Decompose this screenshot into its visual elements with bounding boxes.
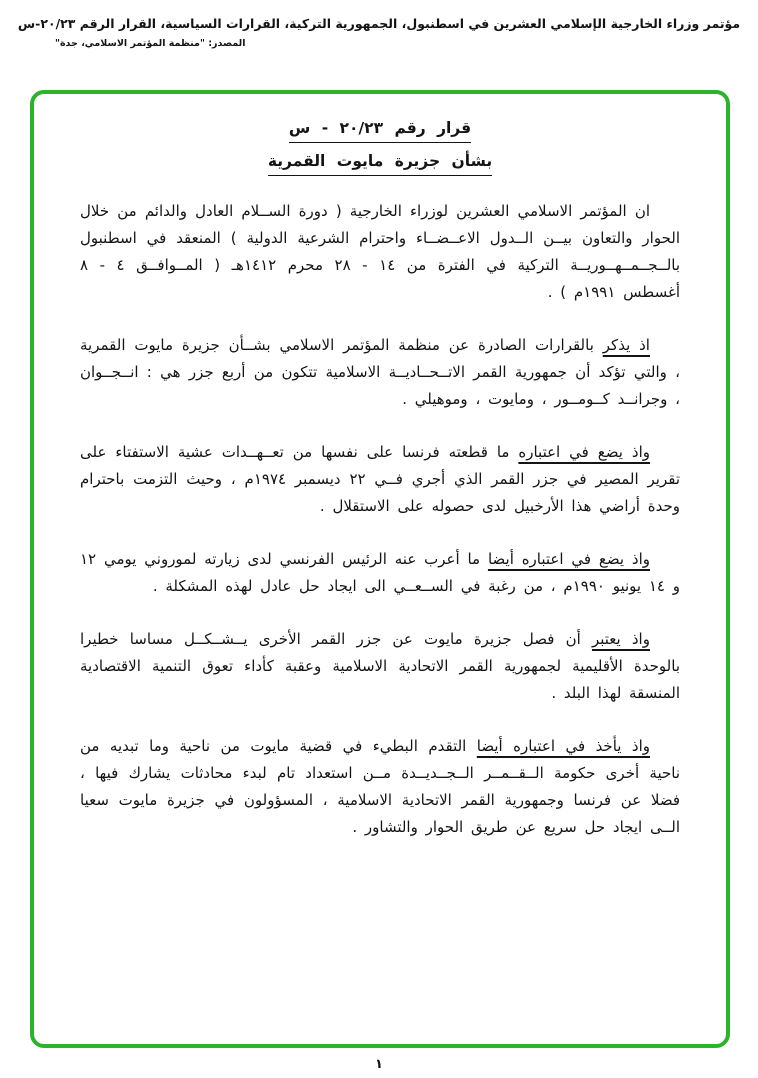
resolution-subject: بشأن جزيرة مايوت القمرية — [268, 152, 492, 176]
paragraph-taking-note — [80, 733, 680, 841]
paragraph-lead: واذ يضع في اعتباره — [518, 443, 650, 461]
paragraph-recalling — [80, 332, 680, 413]
paragraph-text: أن فصل جزيرة مايوت عن جزر القمر الأخرى يــشــكــل مساسا خطيرا بالوحدة الأقليمية لجمهورية القمر الاتحادية الاسلامية وعقبة كأداء تعوق التنمية الاقتصادية المنسقة لهذا البلد . — [80, 630, 680, 702]
paragraph-text: ان المؤتمر الاسلامي العشرين لوزراء الخارجية ( دورة الســلام العادل والدائم من خلال الحوار والتعاون بيــن الــدول الاعــضــاء واحترام الشرعية الدولية ) المنعقد في اسطنبول بالــجــمــهــوريــة التركية في الفترة من ١٤ - ٢٨ محرم ١٤١٢هـ ( المــوافــق ٤ - ٨ أغسطس ١٩٩١م ) . — [80, 202, 681, 301]
paragraph-text: بالقرارات الصادرة عن منظمة المؤتمر الاسلامي بشــأن جزيرة مايوت القمرية ، والتي تؤكد أن جمهورية القمر الاتــحــاديــة الاسلامية تتكون من أربع جزر هي : انــجــوان ، وجرانــد كــومــور ، ومايوت ، وموهيلي . — [80, 336, 680, 408]
paragraph-lead: واذ يعتبر — [591, 630, 650, 648]
paragraph-lead: واذ يأخذ في اعتباره أيضا — [476, 737, 650, 755]
paragraph-text: ما أعرب عنه الرئيس الفرنسي لدى زيارته لموروني يومي ١٢ و ١٤ يونيو ١٩٩٠م ، من رغبة في الســعــي الى ايجاد حل عادل لهذه المشكلة . — [80, 550, 680, 595]
document-source-note: المصدر: "منظمة المؤتمر الاسلامي، جدة" — [55, 38, 246, 49]
paragraph-considering — [80, 439, 680, 520]
resolution-title: قرار رقم ٢٠/٢٣ - س — [289, 119, 471, 143]
paragraph-lead: اذ يذكر — [602, 336, 650, 354]
paragraph-preamble — [80, 198, 680, 306]
document-header-title: مؤتمر وزراء الخارجية الإسلامي العشرين في اسطنبول، الجمهورية التركية، القرارات السياسية، القرار الرقم ٢٠/٢٣-س — [17, 16, 741, 31]
paragraph-text: التقدم البطيء في قضية مايوت من ناحية وما تبديه من ناحية أخرى حكومة الــقــمــر الــجــديــدة مــن استعداد تام لبدء محادثات يشارك فيها ، فضلا عن فرنسا وجمهورية القمر الاتحادية الاسلامية ، المسؤولون في جزيرة مايوت سعيا الــى ايجاد حل سريع عن طريق الحوار والتشاور . — [80, 737, 680, 836]
paragraph-deeming — [80, 626, 680, 707]
paragraph-text: ما قطعته فرنسا على نفسها من تعــهــدات عشية الاستفتاء على تقرير المصير في جزر القمر الذي أجري فــي ٢٢ ديسمبر ١٩٧٤م ، وحيث التزمت باحترام وحدة أراضي هذا الأرخبيل لدى حصوله على الاستقلال . — [80, 443, 680, 515]
paragraph-considering-also — [80, 546, 680, 600]
resolution-title-block — [80, 118, 680, 176]
paragraph-lead: واذ يضع في اعتباره أيضا — [487, 550, 650, 568]
page-number: ١ — [375, 1057, 383, 1072]
document-border-frame — [30, 90, 730, 1048]
